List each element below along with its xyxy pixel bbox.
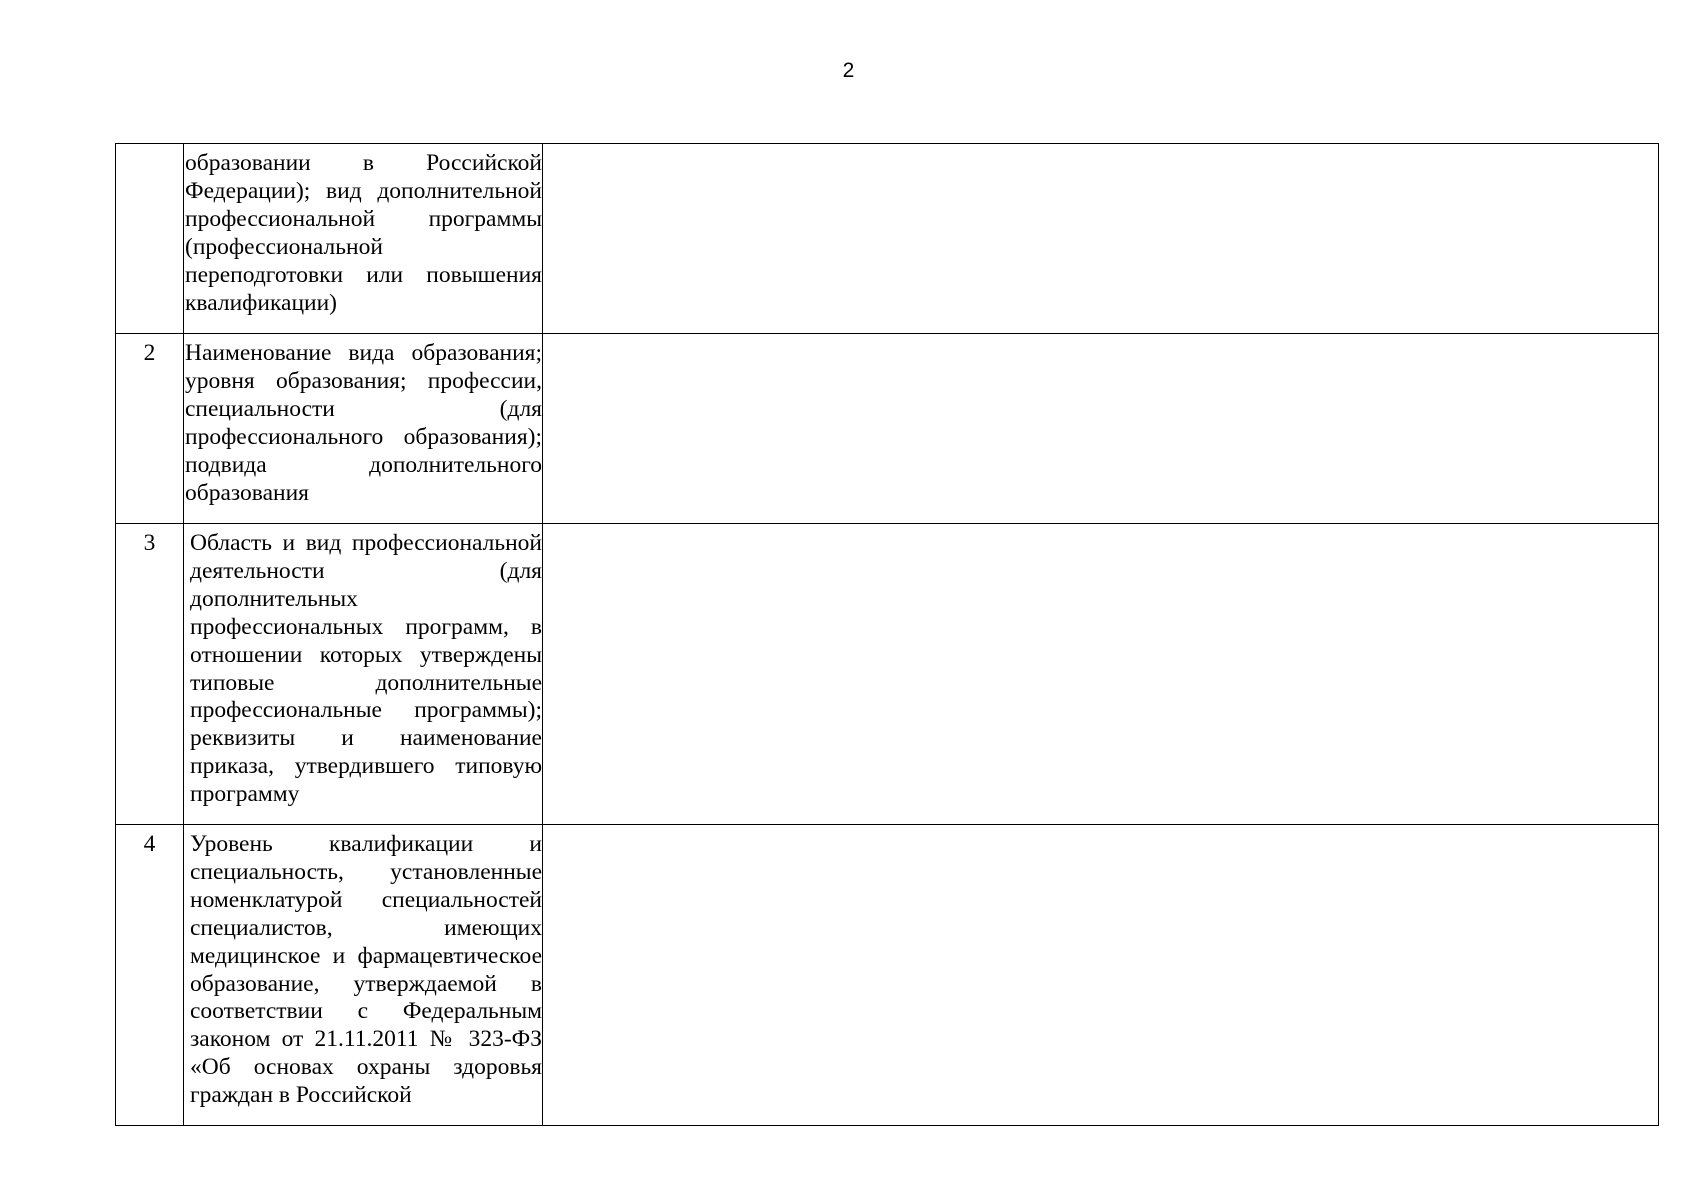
row-description-cell xyxy=(184,825,543,1126)
row-description-cell xyxy=(184,144,543,334)
page-number: 2 xyxy=(842,59,855,82)
row-value-cell xyxy=(543,334,1659,524)
row-number-cell: 3 xyxy=(116,524,184,825)
table-row xyxy=(116,825,1659,1126)
row-description-text: образовании в Российской Федерации); вид дополнительной профессиональной программы (профессиональной переподготовки или повышения квалификации) xyxy=(185,150,542,316)
row-description-text: Наименование вида образования; уровня образования; профессии, специальности (для профессионального образования); подвида дополнительного образования xyxy=(185,340,542,506)
row-number-cell: 2 xyxy=(116,334,184,524)
table-row xyxy=(116,144,1659,334)
row-description-cell xyxy=(184,524,543,825)
document-table xyxy=(115,143,1659,1126)
row-number-cell xyxy=(116,144,184,334)
row-value-cell xyxy=(543,825,1659,1126)
row-value-cell xyxy=(543,144,1659,334)
row-description-text: Область и вид профессиональной деятельности (для дополнительных профессиональных программ, в отношении которых утверждены типовые дополнительные профессиональные программы); реквизиты и наименование приказа, утвердившего типовую программу xyxy=(190,530,542,808)
table-row xyxy=(116,524,1659,825)
row-number-cell: 4 xyxy=(116,825,184,1126)
row-description-cell xyxy=(184,334,543,524)
row-description-text: Уровень квалификации и специальность, установленные номенклатурой специальностей специалистов, имеющих медицинское и фармацевтическое образование, утверждаемой в соответствии с Федеральным законом от 21.11.2011 № 323-ФЗ «Об основах охраны здоровья граждан в Российской xyxy=(190,831,542,1109)
table-row xyxy=(116,334,1659,524)
row-value-cell xyxy=(543,524,1659,825)
